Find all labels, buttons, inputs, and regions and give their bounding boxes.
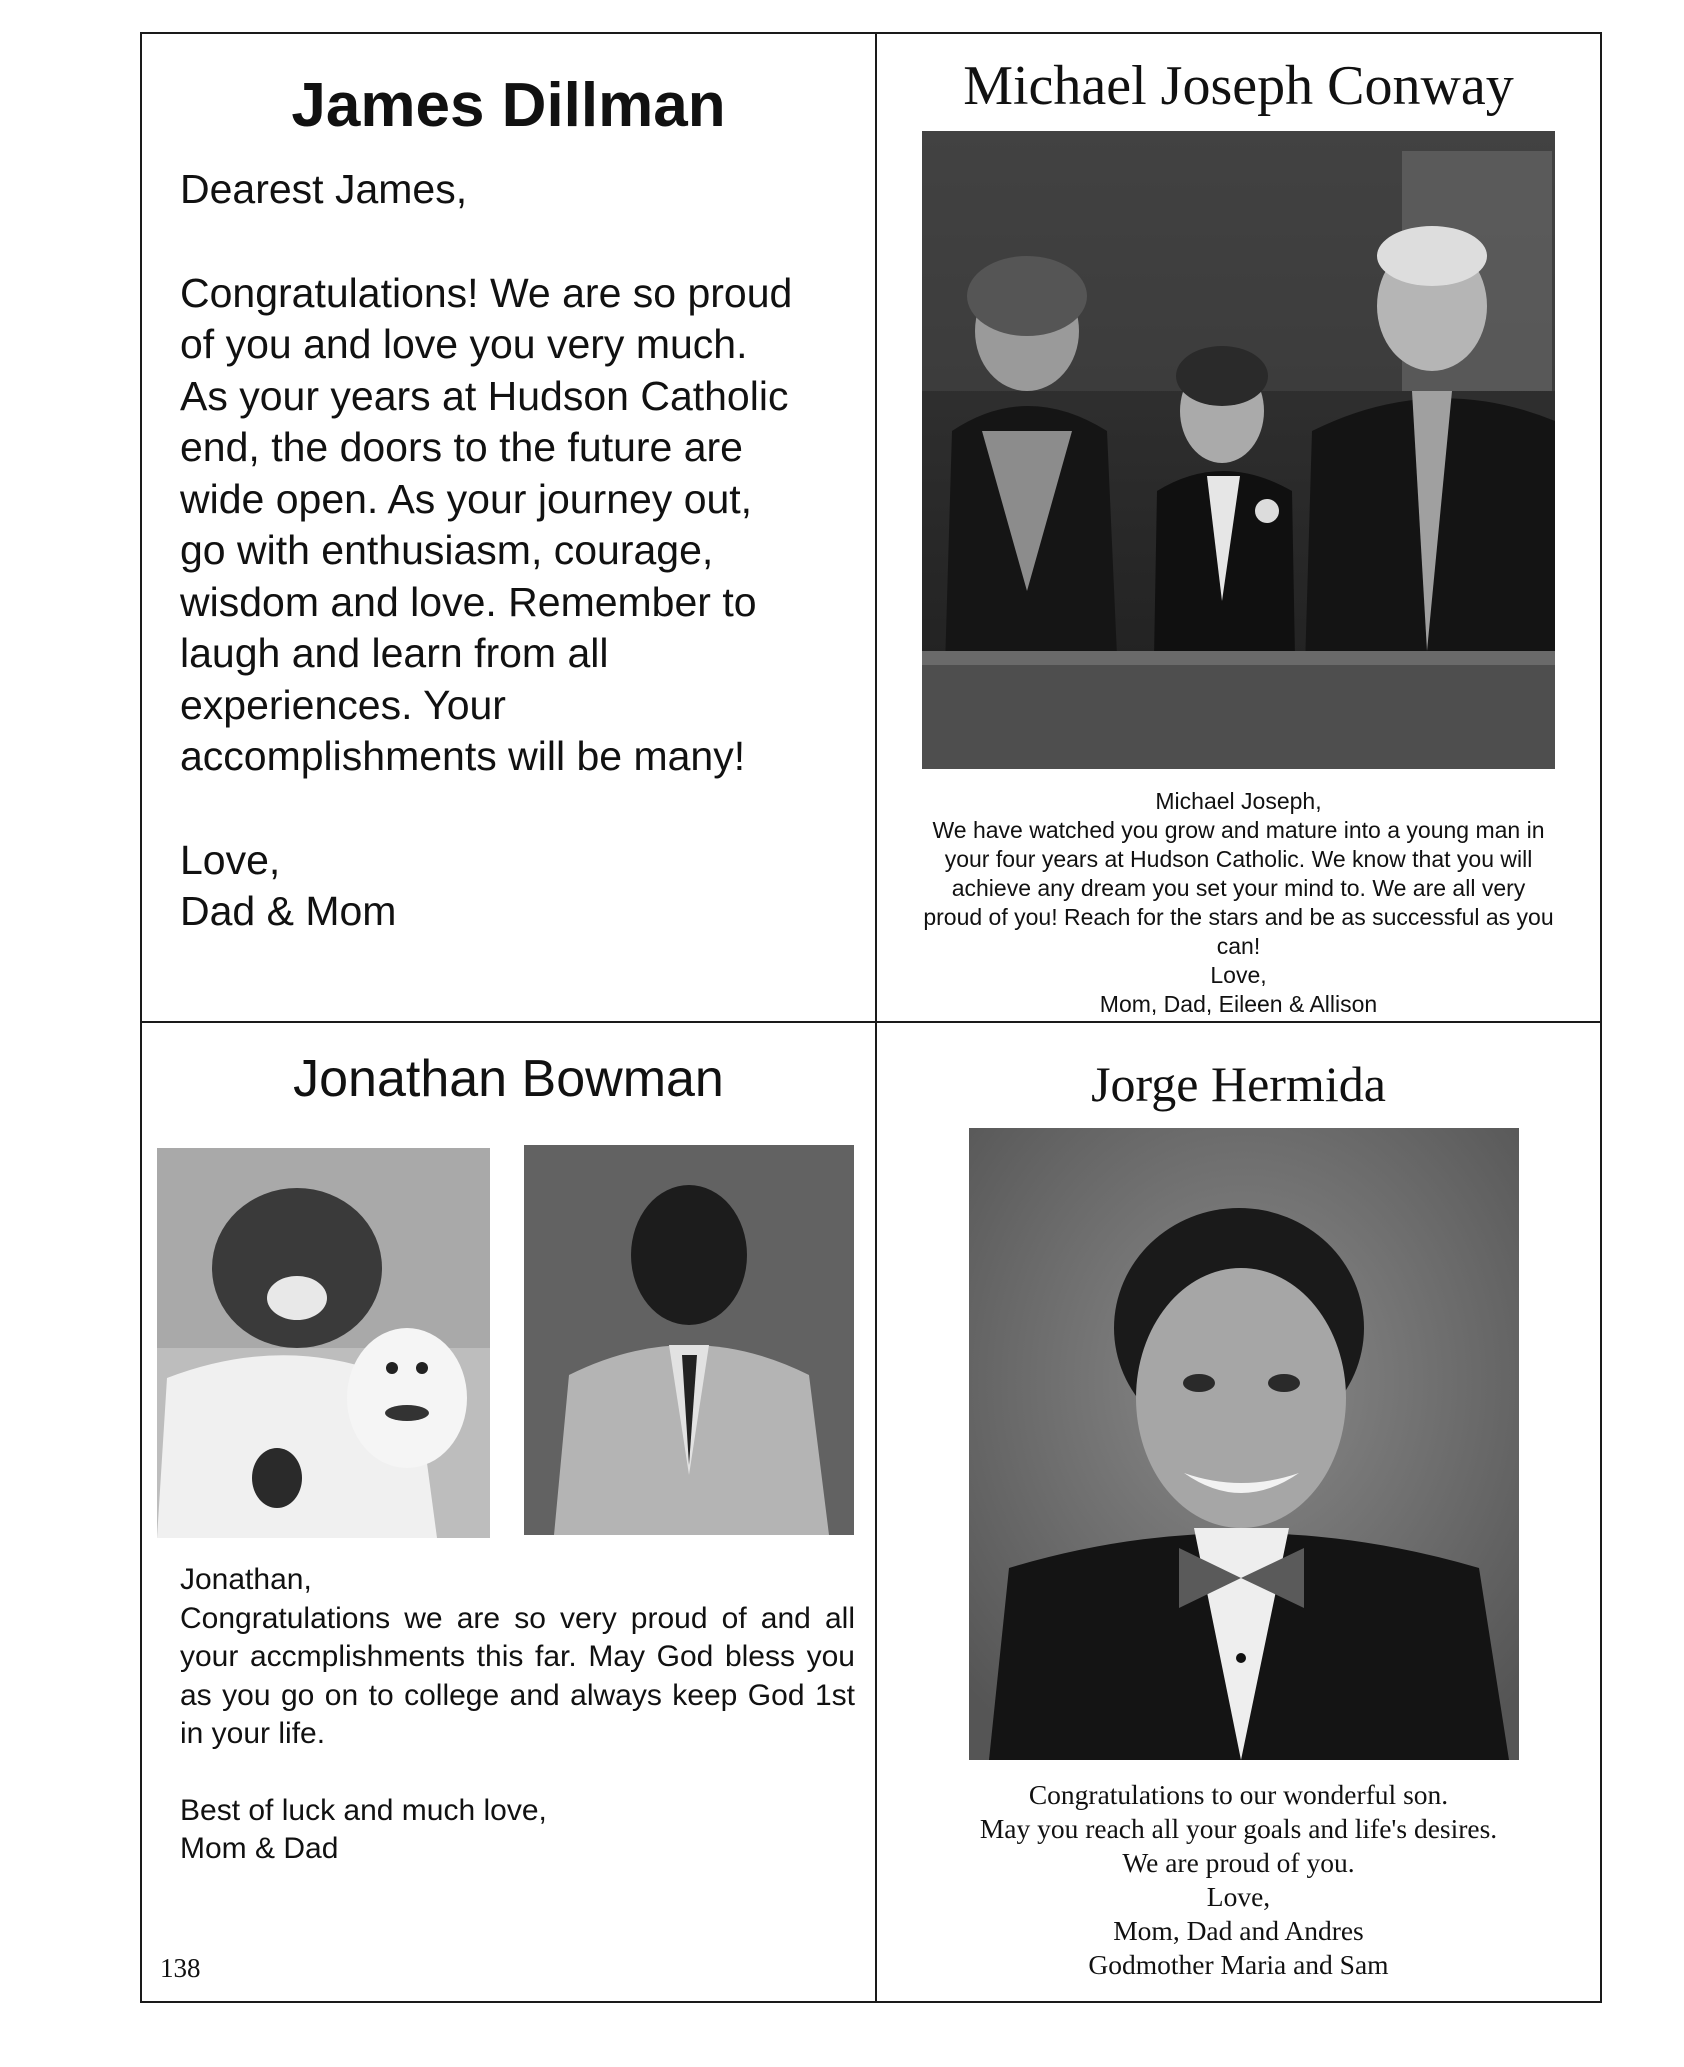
message-line: We have watched you grow and mature into a young man in (932, 817, 1545, 843)
salutation: Jonathan, (180, 1563, 312, 1596)
closing: Love, (180, 836, 281, 883)
message-line: end, the doors to the future are (180, 424, 743, 470)
message (180, 164, 860, 938)
message-line: May you reach all your goals and life's desires. (979, 1813, 1498, 1844)
panel-jorge-hermida (877, 1023, 1600, 2001)
salutation: Dearest James, (180, 166, 468, 212)
message (877, 1778, 1600, 1982)
signature: Mom & Dad (180, 1832, 339, 1865)
signature: Mom, Dad, Eileen & Allison (1099, 991, 1378, 1017)
graduate-portrait-icon (969, 1128, 1519, 1760)
page-number: 138 (160, 1953, 201, 1983)
message-line: Congratulations! We are so proud (180, 269, 793, 316)
family-photo-icon (922, 131, 1555, 769)
message-line: experiences. Your (180, 681, 506, 728)
panel-jonathan-bowman (142, 1023, 875, 2001)
message-line: go with enthusiasm, courage, (180, 527, 714, 573)
signature: Mom, Dad and Andres (1113, 1915, 1364, 1946)
message-line: proud of you! Reach for the stars and be as successful as you (923, 904, 1554, 930)
message-line: Congratulations to our wonderful son. (1028, 1779, 1449, 1810)
message-line: We are proud of you. (1122, 1847, 1355, 1878)
message-line: laugh and learn from all (180, 630, 609, 676)
message-line: can! (1216, 933, 1261, 959)
closing: Love, (1206, 1881, 1271, 1912)
panel-title: James Dillman (291, 71, 726, 140)
signature: Dad & Mom (180, 888, 397, 934)
message-line: wide open. As your journey out, (180, 475, 753, 522)
message-line: achieve any dream you set your mind to. We are all very (951, 875, 1526, 901)
panel-james-dillman (142, 34, 875, 1021)
baby-photo-icon (157, 1148, 490, 1538)
message-line: accomplishments will be many! (180, 733, 746, 779)
salutation: Michael Joseph, (1155, 788, 1322, 814)
portrait-photo-icon (524, 1145, 854, 1535)
signature: Godmother Maria and Sam (1088, 1949, 1389, 1980)
message (892, 787, 1585, 1019)
panel-title: Michael Joseph Conway (963, 55, 1514, 117)
message (180, 1561, 855, 1869)
message-line: wisdom and love. Remember to (180, 578, 757, 625)
closing: Best of luck and much love, (180, 1793, 547, 1827)
panel-michael-conway (877, 34, 1600, 1021)
message-line: your four years at Hudson Catholic. We know that you will (944, 846, 1533, 872)
message-line: of you and love you very much. (180, 321, 748, 367)
message-line: As your years at Hudson Catholic (180, 372, 789, 419)
message-body: Congratulations we are so very proud of and all your accmplishments this far. May God bless you as you go on to college and always keep God 1st in your life. (180, 1601, 855, 1750)
panel-title: Jorge Hermida (1091, 1056, 1386, 1112)
closing: Love, (1210, 962, 1267, 988)
panel-title: Jonathan Bowman (293, 1050, 724, 1108)
